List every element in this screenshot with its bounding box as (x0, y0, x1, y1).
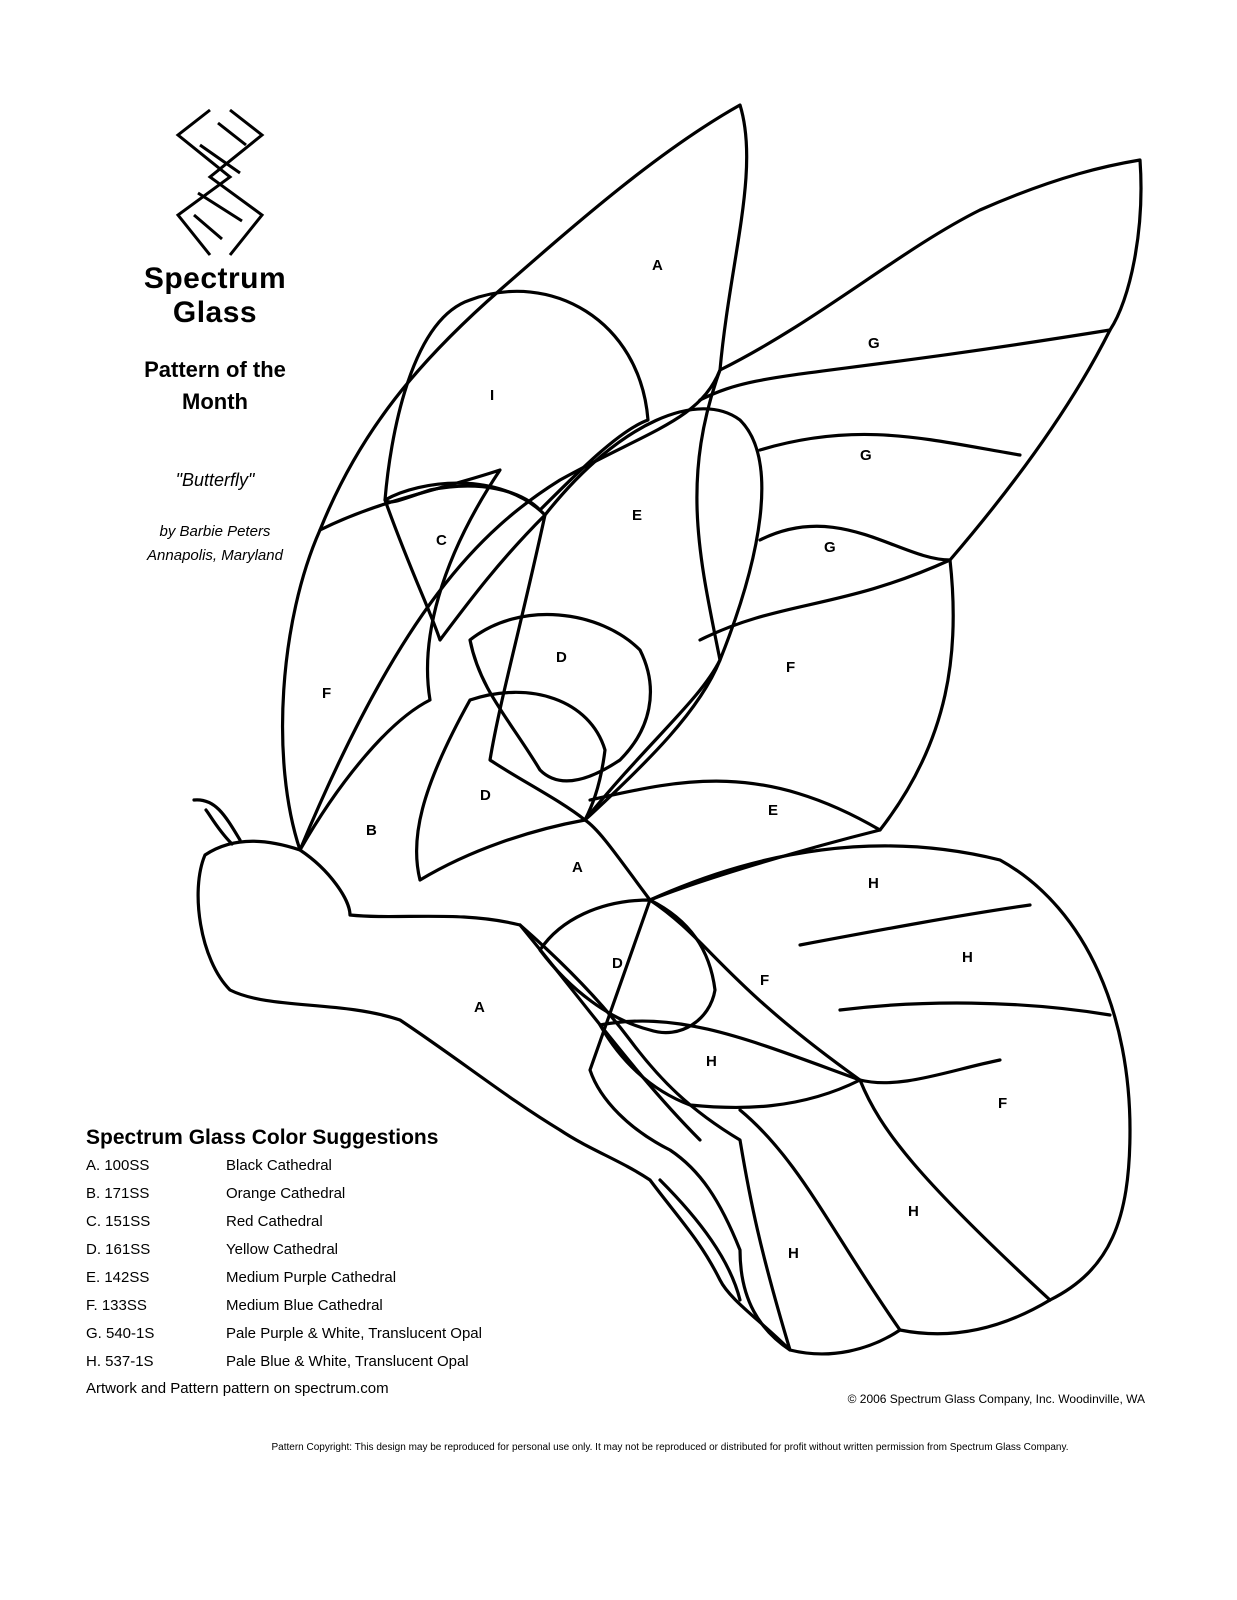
legend-color-name: Yellow Cathedral (226, 1241, 339, 1258)
legend-color-name: Red Cathedral (226, 1213, 323, 1230)
color-suggestions-legend (86, 1124, 646, 1402)
segment-label: D (612, 955, 623, 972)
segment-label: F (786, 659, 796, 676)
legend-color-name: Medium Purple Cathedral (226, 1269, 397, 1286)
segment-label: A (474, 999, 485, 1016)
subtitle-line2: Month (182, 389, 248, 414)
legend-code: C. 151SS (86, 1213, 151, 1230)
subtitle-line1: Pattern of the (144, 357, 286, 382)
segment-label: G (824, 539, 836, 556)
legend-code: B. 171SS (86, 1185, 150, 1202)
brand-name-line2: Glass (172, 296, 258, 329)
brand-name-line1: Spectrum (143, 262, 287, 295)
segment-label: I (490, 387, 495, 404)
legend-code: A. 100SS (86, 1157, 150, 1174)
segment-label: E (632, 507, 643, 524)
legend-code: G. 540-1S (86, 1325, 155, 1342)
legend-row (86, 1348, 646, 1376)
segment-labels (322, 257, 1007, 1262)
legend-code: F. 133SS (86, 1297, 147, 1314)
legend-row (86, 1264, 646, 1292)
legend-color-name: Pale Purple & White, Translucent Opal (226, 1325, 482, 1342)
legend-note: Artwork and Pattern pattern on spectrum.com (86, 1380, 389, 1397)
legend-title: Spectrum Glass Color Suggestions (86, 1126, 439, 1149)
disclaimer-line: Pattern Copyright: This design may be reproduced for personal use only. It may not be reproduced or distributed for profit without written permission from Spectrum Glass Company. (271, 1442, 1069, 1453)
legend-color-name: Black Cathedral (226, 1157, 332, 1174)
legend-color-name: Medium Blue Cathedral (226, 1297, 383, 1314)
copyright-line: © 2006 Spectrum Glass Company, Inc. Woodinville, WA (847, 1392, 1145, 1406)
segment-label: G (860, 447, 872, 464)
segment-label: A (652, 257, 663, 274)
segment-label: H (908, 1203, 919, 1220)
legend-code: D. 161SS (86, 1241, 151, 1258)
legend-color-name: Pale Blue & White, Translucent Opal (226, 1353, 469, 1370)
pattern-name: "Butterfly" (175, 470, 255, 490)
segment-label: D (556, 649, 567, 666)
legend-row (86, 1292, 646, 1320)
segment-label: H (706, 1053, 717, 1070)
segment-label: E (768, 802, 779, 819)
segment-label: H (962, 949, 973, 966)
legend-row (86, 1236, 646, 1264)
segment-label: H (788, 1245, 799, 1262)
legend-color-name: Orange Cathedral (226, 1185, 346, 1202)
segment-label: D (480, 787, 491, 804)
legend-code: H. 537-1S (86, 1353, 154, 1370)
segment-label: H (868, 875, 879, 892)
segment-label: B (366, 822, 377, 839)
legend-code: E. 142SS (86, 1269, 150, 1286)
segment-label: F (322, 685, 332, 702)
segment-label: G (868, 335, 880, 352)
legend-row (86, 1208, 646, 1236)
credit-line2: Annapolis, Maryland (147, 547, 283, 564)
legend-row (86, 1180, 646, 1208)
segment-label: C (436, 532, 447, 549)
segment-label: F (760, 972, 770, 989)
segment-label: A (572, 859, 583, 876)
credit-line1: by Barbie Peters (159, 523, 271, 540)
segment-label: F (998, 1095, 1008, 1112)
legend-row (86, 1320, 646, 1348)
legend-row (86, 1152, 646, 1180)
